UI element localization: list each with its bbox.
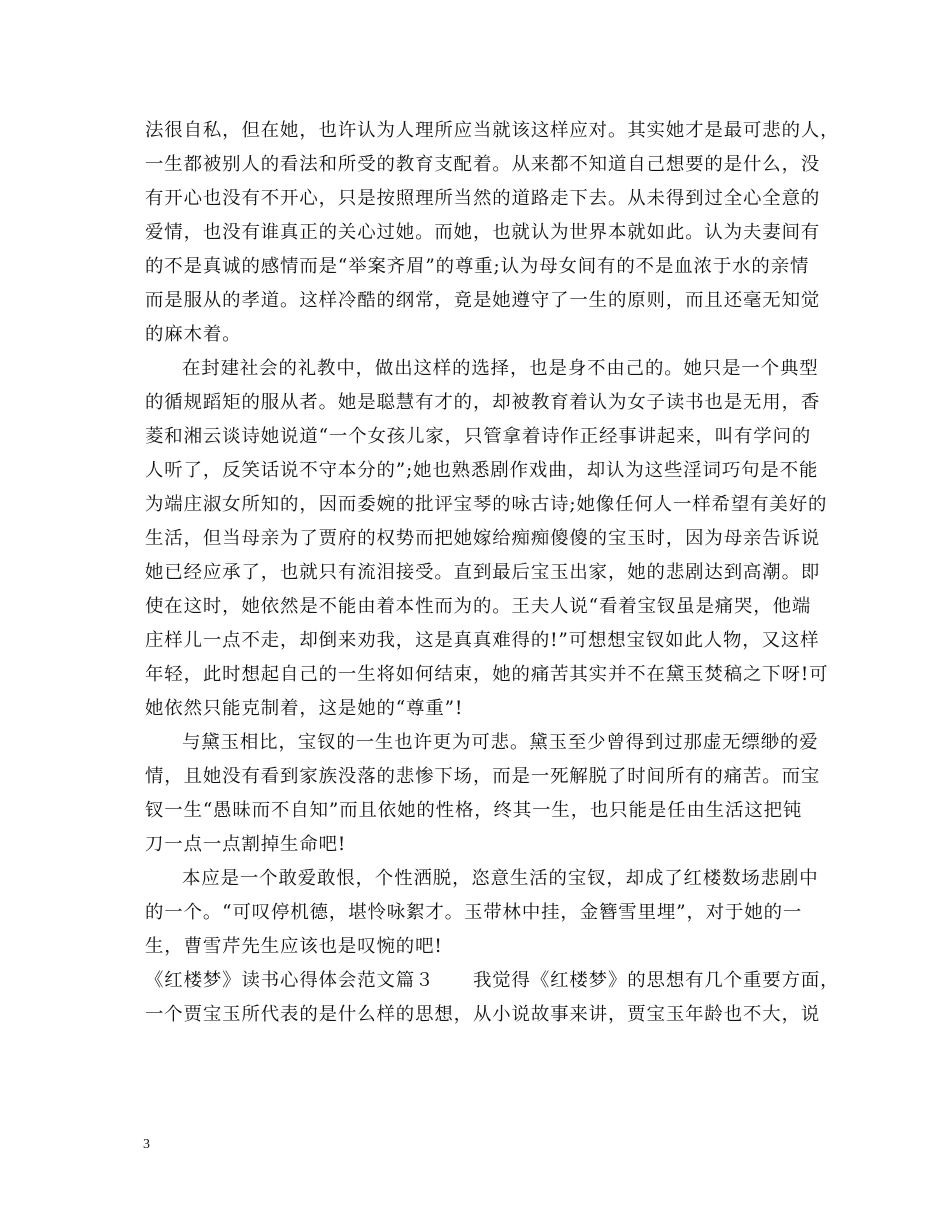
text-line: 菱和湘云谈诗她说道“一个女孩儿家，只管拿着诗作正经事讲起来，叫有学问的: [145, 426, 812, 447]
text-line: 而是服从的孝道。这样冷酷的纲常，竟是她遵守了一生的原则，而且还毫无知觉: [145, 290, 821, 311]
paragraph-start-line: 本应是一个敢爱敢恨，个性洒脱，恣意生活的宝钗，却成了红楼数场悲剧中: [182, 868, 819, 889]
text-line: 生，曹雪芹先生应该也是叹惋的吧!: [145, 936, 443, 957]
text-line: 刀一点一点割掉生命吧!: [145, 834, 347, 855]
text-line: 使在这时，她依然是不能由着本性而为的。王夫人说“看着宝钗虽是痛哭，他端: [145, 596, 812, 617]
paragraph-start-line: 与黛玉相比，宝钗的一生也许更为可悲。黛玉至少曾得到过那虚无缥缈的爱: [182, 732, 819, 753]
text-line: 情，且她没有看到家族没落的悲惨下场，而是一死解脱了时间所有的痛苦。而宝: [145, 766, 821, 787]
document-body: [145, 114, 840, 1032]
text-line: 的一个。“可叹停机德，堪怜咏絮才。玉带林中挂，金簪雪里埋”，对于她的一: [145, 902, 803, 923]
text-line: 一个贾宝玉所代表的是什么样的思想，从小说故事来讲，贾宝玉年龄也不大，说: [145, 1004, 821, 1025]
text-line: 她已经应承了，也就只有流泪接受。直到最后宝玉出家，她的悲剧达到高潮。即: [145, 562, 821, 583]
text-line: 的不是真诚的感情而是“举案齐眉”的尊重;认为母女间有的不是血浓于水的亲情: [145, 256, 810, 277]
text-line: 法很自私，但在她，也许认为人理所应当就该这样应对。其实她才是最可悲的人，: [145, 120, 840, 141]
text-line: 她依然只能克制着，这是她的“尊重”!: [145, 698, 464, 719]
section-heading-line: 《红楼梦》读书心得体会范文篇３ 我觉得《红楼梦》的思想有几个重要方面，: [145, 970, 840, 991]
page-number: 3: [143, 1137, 150, 1152]
text-line: 爱情，也没有谁真正的关心过她。而她，也就认为世界本就如此。认为夫妻间有: [145, 222, 821, 243]
text-line: 钗一生“愚昧而不自知”而且依她的性格，终其一生，也只能是任由生活这把钝: [145, 800, 803, 821]
text-line: 年轻，此时想起自己的一生将如何结束，她的痛苦其实并不在黛玉焚稿之下呀!可: [145, 664, 829, 685]
text-line: 有开心也没有不开心，只是按照理所当然的道路走下去。从未得到过全心全意的: [145, 188, 821, 209]
text-line: 的循规蹈矩的服从者。她是聪慧有才的，却被教育着认为女子读书也是无用，香: [145, 392, 821, 413]
text-line: 的麻木着。: [145, 324, 242, 345]
text-line: 生活，但当母亲为了贾府的权势而把她嫁给痴痴傻傻的宝玉时，因为母亲告诉说: [145, 528, 821, 549]
text-line: 人听了，反笑话说不守本分的”;她也熟悉剧作戏曲，却认为这些淫词巧句是不能: [145, 460, 819, 481]
text-line: 庄样儿一点不走，却倒来劝我，这是真真难得的!”可想想宝钗如此人物，又这样: [145, 630, 820, 651]
paragraph-start-line: 在封建社会的礼教中，做出这样的选择，也是身不由己的。她只是一个典型: [182, 358, 819, 379]
text-line: 一生都被别人的看法和所受的教育支配着。从来都不知道自己想要的是什么，没: [145, 154, 821, 175]
text-line: 为端庄淑女所知的，因而委婉的批评宝琴的咏古诗;她像任何人一样希望有美好的: [145, 494, 828, 515]
